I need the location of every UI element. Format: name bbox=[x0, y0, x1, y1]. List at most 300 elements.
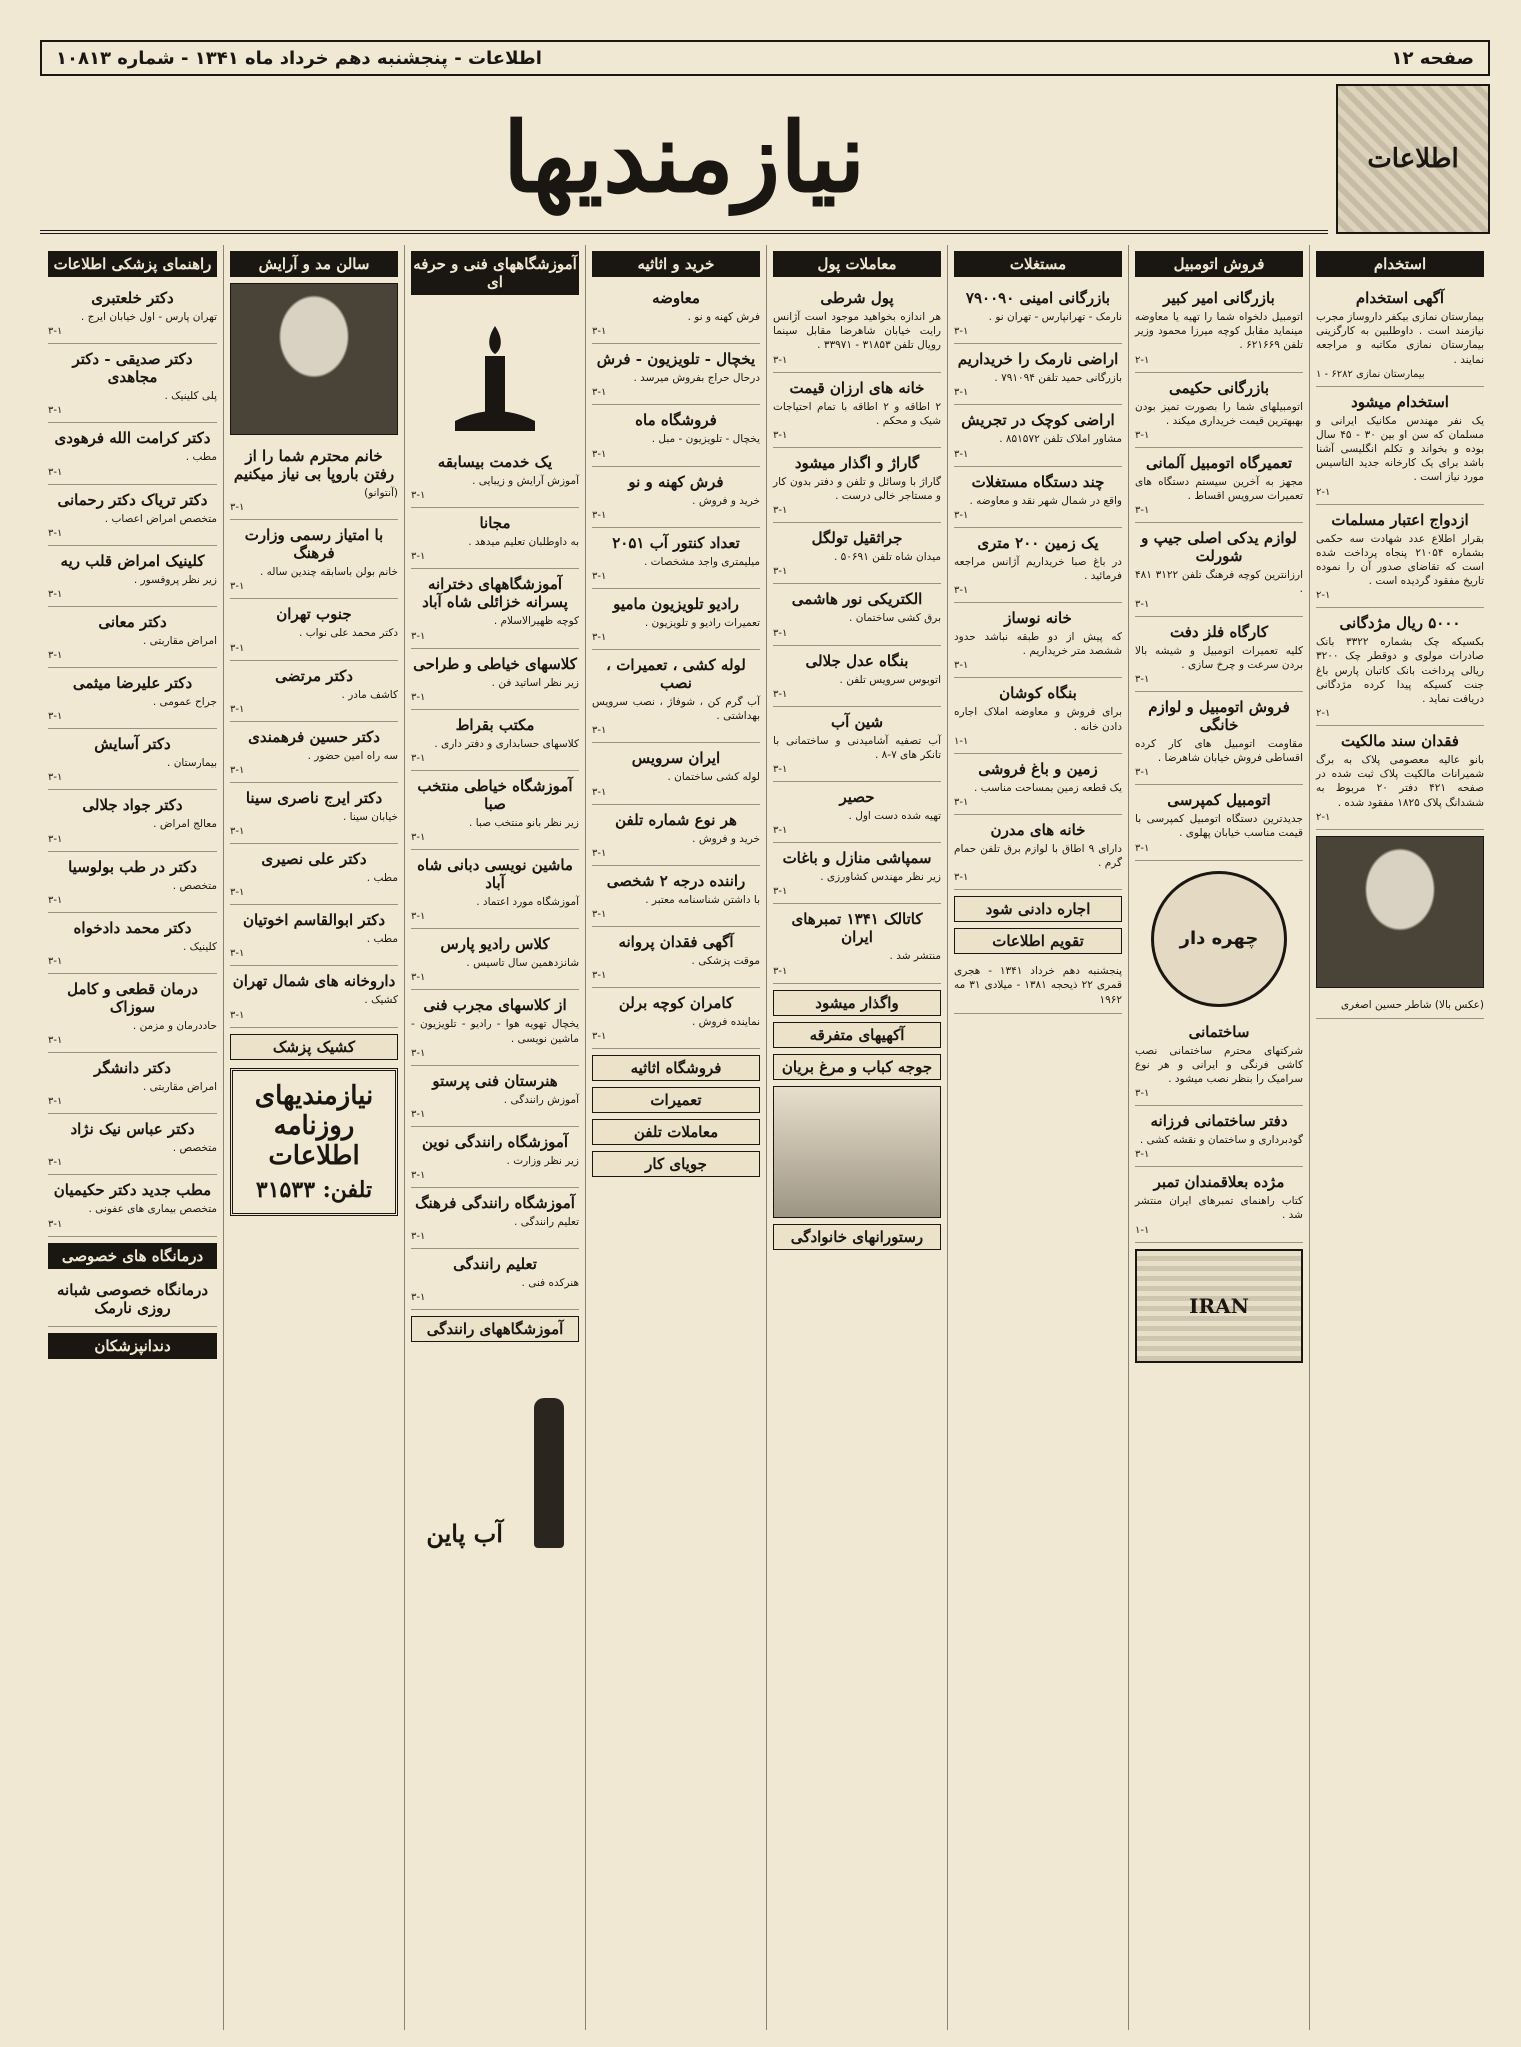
ad-body: خرید و فروش . bbox=[692, 494, 760, 507]
section-heading: استخدام bbox=[1316, 251, 1484, 277]
ad-body: اتومبیل دلخواه شما را تهیه یا معاوضه مینماید مقابل کوچه میرزا محمود وزیر تلفن ۶۲۱۶۶۹ . bbox=[1135, 311, 1303, 352]
ad-item bbox=[1135, 523, 1303, 616]
ad-title: مطب جدید دکتر حکیمیان bbox=[53, 1181, 212, 1200]
ad-body: آب گرم کن ، شوفاژ ، نصب سرویس بهداشتی . bbox=[592, 696, 760, 723]
ad-item bbox=[954, 467, 1122, 528]
column-2 bbox=[1128, 245, 1309, 2030]
ad-code: ۲-۱ bbox=[1135, 354, 1150, 366]
ad-item bbox=[411, 990, 579, 1065]
ad-title: حصیر bbox=[839, 788, 875, 807]
ad-title: اراضی نارمک را خریداریم bbox=[957, 350, 1119, 369]
ad-body: زیر نظر وزارت . bbox=[506, 1154, 579, 1167]
ad-code: ۳-۱ bbox=[592, 570, 607, 582]
ad-body: اتومبیلهای شما را بصورت تمیز بودن بهبهترین قیمت خریداری میکند . bbox=[1135, 400, 1303, 427]
ad-code: ۳-۱ bbox=[592, 632, 607, 644]
ad-code: ۳-۱ bbox=[773, 354, 788, 366]
ad-title: هر نوع شماره تلفن bbox=[615, 810, 737, 829]
ad-code: ۳-۱ bbox=[411, 1047, 426, 1059]
ad-item bbox=[773, 584, 941, 645]
ad-title: تعمیرگاه اتومبیل آلمانی bbox=[1145, 453, 1293, 472]
ad-code: ۳-۱ bbox=[230, 826, 245, 838]
ad-list bbox=[1135, 283, 1303, 861]
ad-code: ۳-۱ bbox=[230, 887, 245, 899]
ad-body: معالج امراض . bbox=[153, 818, 217, 831]
ad-title: دکتر ایرج ناصری سینا bbox=[245, 788, 383, 807]
ad-list bbox=[592, 283, 760, 1049]
ad-title: دکتر محمد دادخواه bbox=[73, 918, 192, 937]
ad-code: ۳-۱ bbox=[230, 764, 245, 776]
ad-body: هنرکده فنی . bbox=[521, 1277, 579, 1290]
ad-code: ۳-۱ bbox=[592, 908, 607, 920]
ad-title: هنرستان فنی پرستو bbox=[432, 1071, 558, 1090]
ad-body: یخچال تهویه هوا - رادیو - تلویزیون - ماشین نویسی . bbox=[411, 1018, 579, 1045]
ad-title: جنوب تهران bbox=[276, 605, 352, 624]
ad-code: ۳-۱ bbox=[48, 894, 63, 906]
frame-phone: تلفن: ۳۱۵۳۳ bbox=[255, 1176, 373, 1203]
ad-item bbox=[411, 508, 579, 569]
ad-code: ۳-۱ bbox=[773, 429, 788, 441]
ad-code: ۳-۱ bbox=[411, 691, 426, 703]
ad-item bbox=[773, 646, 941, 707]
ad-item bbox=[230, 783, 398, 844]
ad-item bbox=[48, 852, 217, 913]
ad-item bbox=[230, 844, 398, 905]
ad-code: ۳-۱ bbox=[48, 588, 63, 600]
ad-item bbox=[592, 344, 760, 405]
ad-code: ۳-۱ bbox=[411, 1231, 426, 1243]
ad-body: مقاومت اتومبیل های کار کرده اقساطی فروش خیابان شاهرضا . bbox=[1135, 737, 1303, 765]
ad-code: ۳-۱ bbox=[411, 630, 426, 642]
ad-item bbox=[1135, 1167, 1303, 1242]
ad-code: ۳-۱ bbox=[230, 502, 245, 514]
ad-item bbox=[1316, 608, 1484, 726]
column-3 bbox=[947, 245, 1128, 2030]
ad-title: دکتر صدیقی - دکتر مجاهدی bbox=[72, 350, 193, 387]
ad-body: پلی کلینیک . bbox=[164, 390, 217, 403]
ad-item bbox=[954, 344, 1122, 405]
ad-title: الکتریکی نور هاشمی bbox=[791, 590, 923, 609]
ad-code: ۳-۱ bbox=[48, 711, 63, 723]
section-heading: درمانگاه های خصوصی bbox=[48, 1243, 217, 1269]
ad-title: کلاسهای خیاطی و طراحی bbox=[413, 654, 577, 673]
ad-code: ۳-۱ bbox=[411, 1292, 426, 1304]
ad-item bbox=[411, 1249, 579, 1310]
ad-item bbox=[411, 1127, 579, 1188]
ad-item bbox=[1135, 785, 1303, 860]
ad-body: کوچه ظهیرالاسلام . bbox=[493, 615, 579, 628]
ad-body: نارمک - تهرانپارس - تهران نو . bbox=[988, 311, 1122, 323]
ad-code: ۳-۱ bbox=[48, 1157, 63, 1169]
ad-body: کلاسهای حسابداری و دفتر داری . bbox=[434, 737, 579, 750]
ad-body: کتاب راهنمای تمبرهای ایران منتشر شد . bbox=[1135, 1195, 1303, 1222]
portrait-photo bbox=[230, 283, 398, 435]
ad-item bbox=[773, 843, 941, 904]
column-6 bbox=[404, 245, 585, 2030]
ad-body: (آنتوانو) bbox=[364, 487, 398, 499]
ad-title: دکتر علیرضا میثمی bbox=[72, 674, 193, 693]
ad-code: ۳-۱ bbox=[1135, 842, 1150, 854]
ad-code: ۳-۱ bbox=[48, 1218, 63, 1230]
ad-item bbox=[592, 743, 760, 804]
ad-code: ۳-۱ bbox=[411, 490, 426, 502]
ad-item bbox=[230, 661, 398, 722]
ad-title: درمان قطعی و کامل سوزاک bbox=[67, 979, 198, 1016]
ad-item bbox=[48, 1114, 217, 1175]
ad-code: ۳-۱ bbox=[954, 796, 969, 808]
ad-item bbox=[954, 678, 1122, 753]
ad-code: ۲-۱ bbox=[1316, 486, 1331, 498]
ad-code: ۳-۱ bbox=[230, 581, 245, 593]
ad-code: ۳-۱ bbox=[1135, 429, 1150, 441]
ad-title: پول شرطی bbox=[820, 289, 894, 307]
ad-code: ۳-۱ bbox=[773, 566, 788, 578]
ad-title: دکتر حسین فرهمندی bbox=[248, 727, 380, 746]
ad-body: متخصص امراض اعصاب . bbox=[104, 512, 217, 525]
ad-item bbox=[48, 485, 217, 546]
ad-body: زیر نظر مهندس کشاورزی . bbox=[820, 871, 941, 884]
ad-title: معاوضه bbox=[652, 289, 700, 307]
ad-title: فقدان سند مالکیت bbox=[1341, 732, 1459, 751]
ad-body: که پیش از دو طبقه نباشد حدود ششصد متر خریداریم . bbox=[954, 631, 1122, 658]
ad-body: زیر نظر بانو منتخب صبا . bbox=[469, 816, 579, 829]
ad-title: بازرگانی امینی ۷۹۰۰۹۰ bbox=[965, 289, 1111, 307]
ad-title: آگهی استخدام bbox=[1355, 289, 1445, 307]
ad-title: آموزشگاه رانندگی فرهنگ bbox=[415, 1194, 575, 1213]
section-heading: رستورانهای خانوادگی bbox=[773, 1224, 941, 1250]
ad-body: ارزانترین کوچه فرهنگ تلفن ۳۱۲۲ ۴۸۱ . bbox=[1135, 569, 1303, 596]
ad-title: دکتر معانی bbox=[98, 612, 167, 631]
ad-item bbox=[592, 805, 760, 866]
section-heading: تعمیرات bbox=[592, 1087, 760, 1113]
ad-title: دکتر جواد جلالی bbox=[82, 796, 183, 815]
section-heading: راهنمای پزشکی اطلاعات bbox=[48, 251, 217, 277]
section-heading: تقویم اطلاعات bbox=[954, 928, 1122, 954]
ad-item bbox=[48, 668, 217, 729]
ad-body: به داوطلبان تعلیم میدهد . bbox=[468, 536, 579, 549]
ad-list bbox=[1135, 1017, 1303, 1243]
ad-title: بنگاه عدل جلالی bbox=[805, 651, 909, 670]
ad-title: مجانا bbox=[479, 514, 511, 533]
ad-code: ۳-۱ bbox=[411, 832, 426, 844]
ad-code: ۳-۱ bbox=[411, 911, 426, 923]
ad-body: فرش کهنه و نو . bbox=[687, 311, 760, 323]
ad-title: لوازم یدکی اصلی جیپ و شورلت bbox=[1141, 529, 1297, 566]
page-label: صفحه ۱۲ bbox=[1391, 47, 1474, 69]
ad-code: ۳-۱ bbox=[592, 448, 607, 460]
section-heading: سالن مد و آرایش bbox=[230, 251, 398, 277]
ad-title: چند دستگاه مستغلات bbox=[971, 472, 1105, 491]
ad-code: ۳-۱ bbox=[48, 772, 63, 784]
ad-code: ۳-۱ bbox=[773, 764, 788, 776]
ad-title: دکتر ابوالقاسم اخوتیان bbox=[242, 911, 386, 930]
ad-item bbox=[48, 974, 217, 1053]
ad-item bbox=[954, 405, 1122, 466]
ad-item bbox=[1316, 505, 1484, 609]
ad-body: آب تصفیه آشامیدنی و ساختمانی با تانکر های ۷-۸ . bbox=[773, 734, 941, 761]
ad-item bbox=[773, 523, 941, 584]
ad-item bbox=[1316, 387, 1484, 505]
ad-illustration bbox=[773, 1086, 941, 1218]
ad-code: ۳-۱ bbox=[1135, 767, 1150, 779]
ad-list bbox=[230, 441, 398, 1028]
ad-code: ۳-۱ bbox=[954, 585, 969, 597]
ad-body: بازرگانی حمید تلفن ۷۹۱۰۹۴ . bbox=[994, 372, 1122, 385]
ad-item bbox=[230, 520, 398, 599]
ad-title: آموزشگاه رانندگی نوین bbox=[421, 1132, 569, 1151]
ad-code: ۳-۱ bbox=[1135, 1149, 1150, 1161]
photo-caption bbox=[1316, 994, 1484, 1019]
ad-title: اتومبیل کمپرسی bbox=[1167, 791, 1271, 810]
ad-body: مشاور املاک تلفن ۸۵۱۵۷۲ . bbox=[999, 433, 1122, 446]
ad-body: میدان شاه تلفن ۵۰۶۹۱ . bbox=[833, 551, 941, 564]
section-heading: معاملات تلفن bbox=[592, 1119, 760, 1145]
ad-body: ۲ اطاقه و ۲ اطاقه با تمام احتیاجات شیک و محکم . bbox=[773, 400, 941, 427]
ad-code: ۳-۱ bbox=[592, 326, 607, 338]
section-heading: آکهیهای متفرقه bbox=[773, 1022, 941, 1048]
ad-item bbox=[230, 905, 398, 966]
section-heading: مستغلات bbox=[954, 251, 1122, 277]
ad-body: منتشر شد . bbox=[889, 950, 941, 963]
ad-item bbox=[230, 441, 398, 520]
ad-title: گاراژ و اگذار میشود bbox=[794, 453, 920, 472]
ad-item bbox=[411, 1188, 579, 1249]
candle-illustration bbox=[411, 301, 579, 441]
ad-code: ۳-۱ bbox=[773, 965, 788, 977]
ad-item bbox=[48, 607, 217, 668]
ad-title: کارگاه فلز دفت bbox=[1170, 622, 1268, 641]
ad-body: متخصص بیماری های عفونی . bbox=[88, 1203, 217, 1216]
ad-body: بقرار اطلاع عدد شهادت سه حکمی بشماره ۲۱۰۵۴ پنجاه پرداخت شده است که تقاضای صدور آن را نموده تاریخ مفقود گردیده است . bbox=[1316, 532, 1484, 588]
section-heading: خرید و اثاثیه bbox=[592, 251, 760, 277]
ad-code: ۲-۱ bbox=[1316, 708, 1331, 720]
ad-title: دکتر مرتضی bbox=[275, 666, 353, 685]
ad-item bbox=[1316, 283, 1484, 387]
ad-item bbox=[411, 850, 579, 929]
ad-body: لوله کشی ساختمان . bbox=[667, 771, 760, 784]
ad-body: کاشف مادر . bbox=[341, 688, 398, 701]
ad-body: موقت پزشکی . bbox=[691, 954, 760, 967]
bottle-ad bbox=[411, 1348, 579, 1548]
section-heading: اجاره دادنی شود bbox=[954, 896, 1122, 922]
ad-item bbox=[592, 866, 760, 927]
ad-item bbox=[1135, 692, 1303, 785]
calendar-box bbox=[954, 960, 1122, 1014]
ad-item bbox=[773, 448, 941, 523]
ad-item bbox=[592, 467, 760, 528]
ad-body: کشیک . bbox=[364, 994, 398, 1007]
column-8 bbox=[42, 245, 223, 2030]
ad-body: خرید و فروش . bbox=[692, 832, 760, 845]
ad-title: مکتب بقراط bbox=[455, 715, 535, 734]
ad-body: آموزش آرایش و زیبایی . bbox=[472, 475, 579, 487]
ad-code: ۳-۱ bbox=[48, 833, 63, 845]
ad-title: درمانگاه خصوصی شبانه روزی نارمک bbox=[56, 1280, 208, 1317]
ad-body: کلیه تعمیرات اتومبیل و شیشه بالا بردن سرعت و چرخ سازی . bbox=[1135, 644, 1303, 671]
ad-title: مژده بعلاقمندان تمبر bbox=[1153, 1173, 1285, 1192]
ad-body: متخصص . bbox=[172, 1142, 217, 1155]
ad-item bbox=[411, 710, 579, 771]
ad-title: ساختمانی bbox=[1188, 1022, 1250, 1041]
ad-body: بیمارستان نمازی بیکفر داروساز مجرب نیازمند است . داوطلبین به کارگزینی بیمارستان نمازی مکاتبه و مراجعه نمایند . bbox=[1315, 311, 1484, 366]
ad-code: ۳-۱ bbox=[230, 1009, 245, 1021]
ad-title: لوله کشی ، تعمیرات ، نصب bbox=[606, 656, 746, 693]
ad-code: ۳-۱ bbox=[1135, 505, 1150, 517]
ad-title: از کلاسهای مجرب فنی bbox=[423, 996, 567, 1015]
ad-title: سمپاشی منازل و باغات bbox=[782, 849, 932, 868]
ad-title: اراضی کوچک در تجریش bbox=[961, 411, 1115, 430]
ad-item bbox=[1135, 1106, 1303, 1167]
ad-code: ۳-۱ bbox=[954, 660, 969, 672]
page-header-line bbox=[40, 40, 1490, 76]
ad-item bbox=[592, 988, 760, 1049]
ad-body: شرکتهای محترم ساختمانی نصب کاشی فرنگی و ایرانی و هر نوع سرامیک را بنظر نصب میشود . bbox=[1135, 1044, 1303, 1085]
ad-title: دکتر دانشگر bbox=[94, 1059, 171, 1078]
ad-code: بیمارستان نمازی ۶۲۸۲ - ۱ bbox=[1316, 368, 1425, 380]
ad-item bbox=[48, 1275, 217, 1327]
ad-body: تعمیرات رادیو و تلویزیون . bbox=[644, 616, 760, 629]
column-4 bbox=[766, 245, 947, 2030]
ad-body: زیر نظر اساتید فن . bbox=[491, 676, 579, 689]
ad-code: ۳-۱ bbox=[1135, 598, 1150, 610]
ad-body: سه راه امین حضور . bbox=[307, 749, 398, 762]
ad-body: برق کشی ساختمان . bbox=[849, 612, 941, 625]
masthead-emblem bbox=[1336, 84, 1490, 234]
ad-code: ۳-۱ bbox=[592, 387, 607, 399]
ad-item bbox=[592, 650, 760, 743]
ad-item bbox=[773, 904, 941, 983]
section-heading: آموزشگاههای فنی و حرفه ای bbox=[411, 251, 579, 295]
column-7 bbox=[223, 245, 404, 2030]
ad-title: ماشین نویسی دبانی شاه آباد bbox=[417, 856, 573, 893]
ad-title: داروخانه های شمال تهران bbox=[232, 972, 396, 991]
portrait-photo bbox=[1316, 836, 1484, 988]
ad-body: امراض مقاربتی . bbox=[142, 1081, 217, 1094]
ad-body: گودبرداری و ساختمان و نقشه کشی . bbox=[1139, 1134, 1303, 1147]
ad-code: ۳-۱ bbox=[954, 387, 969, 399]
ad-code: ۳-۱ bbox=[411, 551, 426, 563]
ad-list bbox=[1316, 283, 1484, 830]
ad-title: بازرگانی حکیمی bbox=[1168, 378, 1270, 397]
ad-item bbox=[48, 283, 217, 344]
newspaper-page bbox=[40, 40, 1490, 2030]
ad-list bbox=[773, 283, 941, 984]
ad-body: حاددرمان و مزمن . bbox=[132, 1019, 217, 1032]
column-5 bbox=[585, 245, 766, 2030]
ad-code: ۲-۱ bbox=[1316, 590, 1331, 602]
ad-body: مطب . bbox=[366, 933, 398, 946]
ad-item bbox=[954, 754, 1122, 815]
ad-item bbox=[592, 589, 760, 650]
ad-item bbox=[48, 729, 217, 790]
ad-body: مجهز به آخرین سیستم دستگاه های تعمیرات سرویس اقساط . bbox=[1135, 475, 1303, 503]
ad-title: خانه نوساز bbox=[1004, 609, 1072, 628]
ad-title: کلینیک امراض قلب ریه bbox=[60, 551, 205, 570]
issue-line: اطلاعات - پنجشنبه دهم خرداد ماه ۱۳۴۱ - شماره ۱۰۸۱۳ bbox=[56, 47, 542, 69]
ad-item bbox=[954, 815, 1122, 890]
ad-item bbox=[773, 782, 941, 843]
section-heading: معاملات پول bbox=[773, 251, 941, 277]
ad-code: ۳-۱ bbox=[1135, 673, 1150, 685]
ad-item bbox=[592, 405, 760, 466]
section-heading: جویای کار bbox=[592, 1151, 760, 1177]
ad-title: یک خدمت بیسابقه bbox=[437, 453, 553, 471]
ad-item bbox=[1316, 726, 1484, 830]
ad-list bbox=[48, 283, 217, 1237]
ad-body: واقع در شمال شهر نقد و معاوضه . bbox=[969, 494, 1122, 507]
stamp-image bbox=[1135, 1249, 1303, 1363]
ad-title: دکتر آسایش bbox=[94, 735, 171, 754]
ad-body: آموزش رانندگی . bbox=[503, 1093, 579, 1106]
ad-body: در باغ صبا خریداریم آژانس مراجعه فرمائید . bbox=[954, 555, 1122, 582]
ad-item bbox=[230, 722, 398, 783]
ad-body: اتوبوس سرویس تلفن . bbox=[839, 673, 941, 686]
ad-title: خانم محترم شما را از رفتن باروپا بی نیاز میکنیم bbox=[233, 447, 395, 483]
ad-code: ۲-۱ bbox=[1316, 811, 1331, 823]
ad-code: ۳-۱ bbox=[48, 955, 63, 967]
ad-code: ۳-۱ bbox=[592, 509, 607, 521]
ad-code: ۳-۱ bbox=[230, 703, 245, 715]
ad-body: تعلیم رانندگی . bbox=[514, 1216, 579, 1229]
ad-body: جدیدترین دستگاه اتومبیل کمپرسی با قیمت مناسب خیابان پهلوی . bbox=[1135, 813, 1303, 840]
ad-body: آموزشگاه مورد اعتماد . bbox=[476, 896, 579, 909]
candle-icon bbox=[435, 306, 555, 436]
emblem-text: اطلاعات bbox=[1367, 144, 1459, 174]
ad-title: بازرگانی امیر کبیر bbox=[1163, 289, 1275, 307]
ad-body: شانزدهمین سال تاسیس . bbox=[466, 957, 579, 970]
ad-body: خیابان سینا . bbox=[342, 810, 398, 823]
ad-body: بانو عالیه معصومی پلاک به برگ شمیرانات مالکیت پلاک ثبت شده در صفحه ۴۲۱ دفتر ۲۰ مربوط به ششدانگ پلاک ۱۸۲۵ مفقود شده . bbox=[1316, 754, 1484, 809]
ad-item bbox=[1135, 373, 1303, 448]
section-heading: جوجه کباب و مرغ بریان bbox=[773, 1054, 941, 1080]
ad-title: دکتر خلعتبری bbox=[91, 289, 174, 307]
ad-title: خانه های ارزان قیمت bbox=[789, 378, 925, 397]
ad-title: شین آب bbox=[830, 712, 884, 731]
ad-code: ۳-۱ bbox=[773, 505, 788, 517]
ad-code: ۳-۱ bbox=[411, 752, 426, 764]
ad-title: ایران سرویس bbox=[631, 749, 721, 768]
ad-code: ۳-۱ bbox=[1135, 1088, 1150, 1100]
ad-item bbox=[1135, 283, 1303, 373]
ad-body: یک قطعه زمین بمساحت مناسب . bbox=[974, 781, 1122, 794]
ad-list bbox=[411, 447, 579, 1310]
ad-title: خانه های مدرن bbox=[990, 820, 1086, 839]
ad-title: راننده درجه ۲ شخصی bbox=[606, 871, 746, 890]
ad-item bbox=[48, 790, 217, 851]
bottle-icon bbox=[534, 1398, 564, 1548]
ad-item bbox=[1135, 1017, 1303, 1107]
ad-item bbox=[954, 528, 1122, 603]
ad-title: دکتر علی نصیری bbox=[261, 850, 367, 869]
ad-code: ۱-۱ bbox=[1135, 1224, 1150, 1236]
ad-code: ۳-۱ bbox=[48, 527, 63, 539]
section-heading: فروش اتومبیل bbox=[1135, 251, 1303, 277]
ad-item bbox=[773, 283, 941, 373]
ad-body: جراح عمومی . bbox=[152, 696, 217, 709]
ad-title: دکتر تریاک دکتر رحمانی bbox=[57, 490, 208, 509]
ad-code: ۳-۱ bbox=[954, 509, 969, 521]
ad-item bbox=[411, 929, 579, 990]
ad-title: کامران کوچه برلن bbox=[618, 994, 734, 1013]
ad-code: ۳-۱ bbox=[773, 627, 788, 639]
ad-body: امراض مقاربتی . bbox=[142, 634, 217, 647]
ad-title: آموزشگاههای دخترانه پسرانه خزائلی شاه آباد bbox=[422, 575, 568, 612]
ad-title: یک زمین ۲۰۰ متری bbox=[977, 533, 1099, 552]
ad-body: دکتر محمد علی نواب . bbox=[299, 627, 398, 640]
section-heading: دندانپزشکان bbox=[48, 1333, 217, 1359]
ad-body: با داشتن شناسنامه معتبر . bbox=[645, 893, 760, 906]
ad-slogan: آب پاین bbox=[426, 1519, 503, 1549]
ad-code: ۳-۱ bbox=[411, 1170, 426, 1182]
